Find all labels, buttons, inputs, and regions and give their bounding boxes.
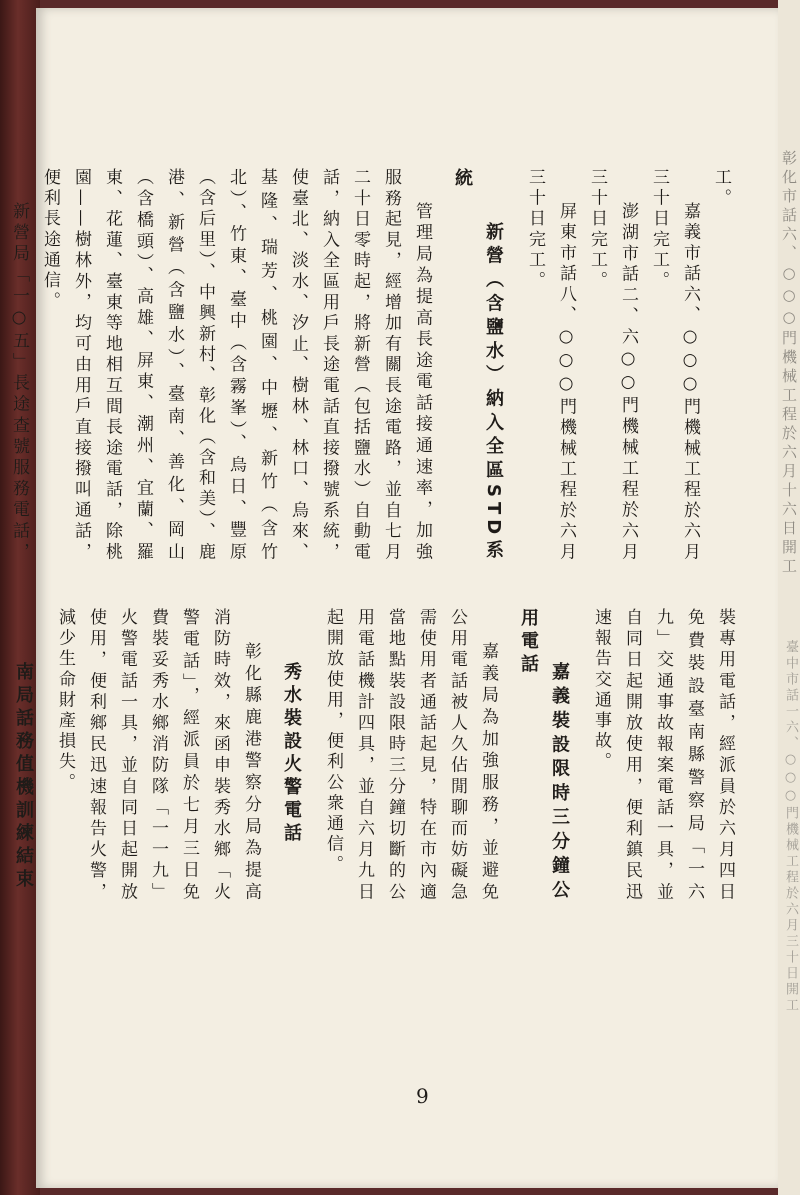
top-column bbox=[9, 168, 736, 563]
document-page bbox=[9, 8, 778, 1188]
section-heading: 新營（含鹽水）納入全區STD系統 bbox=[452, 168, 504, 563]
section-heading: 嘉義裝設限時三分鐘公用電話 bbox=[518, 608, 570, 903]
paragraph: 裝專用電話，經派員於六月四日免費裝設臺南縣警察局「一六九」交通事故報案電話一具，並自同日起開放使用，便利鎮民迅速報告交通事故。 bbox=[591, 608, 735, 903]
paragraph: 嘉義市話六、○○○門機械工程於六月三十日完工。 bbox=[649, 168, 700, 563]
bleed-through-text: 彰化市話六、○○○門機械工程於六月十六日開工 bbox=[780, 150, 798, 577]
bottom-column bbox=[13, 608, 740, 903]
paragraph: 工。 bbox=[711, 168, 731, 210]
section-heading: 秀水裝設火警電話 bbox=[281, 662, 302, 846]
section-heading: 南局話務值機訓練結束 bbox=[13, 662, 34, 892]
paragraph: 彰化縣鹿港警察分局為提高消防時效，來函申裝秀水鄉「火警電話」，經派員於七月三日免費裝妥秀水鄉消防隊「一一九」火警電話一具，並自同日起開放使用，便利鄉民迅速報告火警，減少生命財產損失。 bbox=[55, 608, 261, 903]
paragraph: 管理局為提高長途電話接通速率，加強服務起見，經增加有關長途電路，並自七月二十日零時起，將新營（包括鹽水）自動電話，納入全區用戶長途電話直接撥號系統，使臺北、淡水、汐止、樹林、林口、烏來、基隆、瑞芳、桃園、中壢、新竹（含竹北）、竹東、臺中（含霧峯）、烏日、豐原（含后里）、中興新村、彰化（含和美）、鹿港、新營（含鹽水）、臺南、善化、岡山（含橋頭）、高雄、屏東、潮州、宜蘭、羅東、花蓮、臺東等地相互間長途電話，除桃園——樹林外，均可由用戶直接撥叫通話，便利長途通信。 bbox=[40, 168, 432, 563]
paragraph: 屏東市話八、○○○門機械工程於六月三十日完工。 bbox=[525, 168, 576, 563]
paragraph: 新營局「一○五」長途查號服務電話， bbox=[9, 202, 29, 563]
paragraph: 澎湖市話二、六○○門機械工程於六月三十日完工。 bbox=[587, 168, 638, 563]
page-number: 9 bbox=[416, 1084, 429, 1108]
paragraph: 嘉義局為加強服務，並避免公用電話被人久佔閒聊而妨礙急需使用者通話起見，特在市內適當地點裝設限時三分鐘切斷的公用電話機計四具，並自六月九日起開放使用，便利公衆通信。 bbox=[323, 608, 498, 903]
bleed-through-text-2: 臺中市話一六、○○○門機械工程於六月三十日開工 bbox=[783, 640, 798, 1014]
